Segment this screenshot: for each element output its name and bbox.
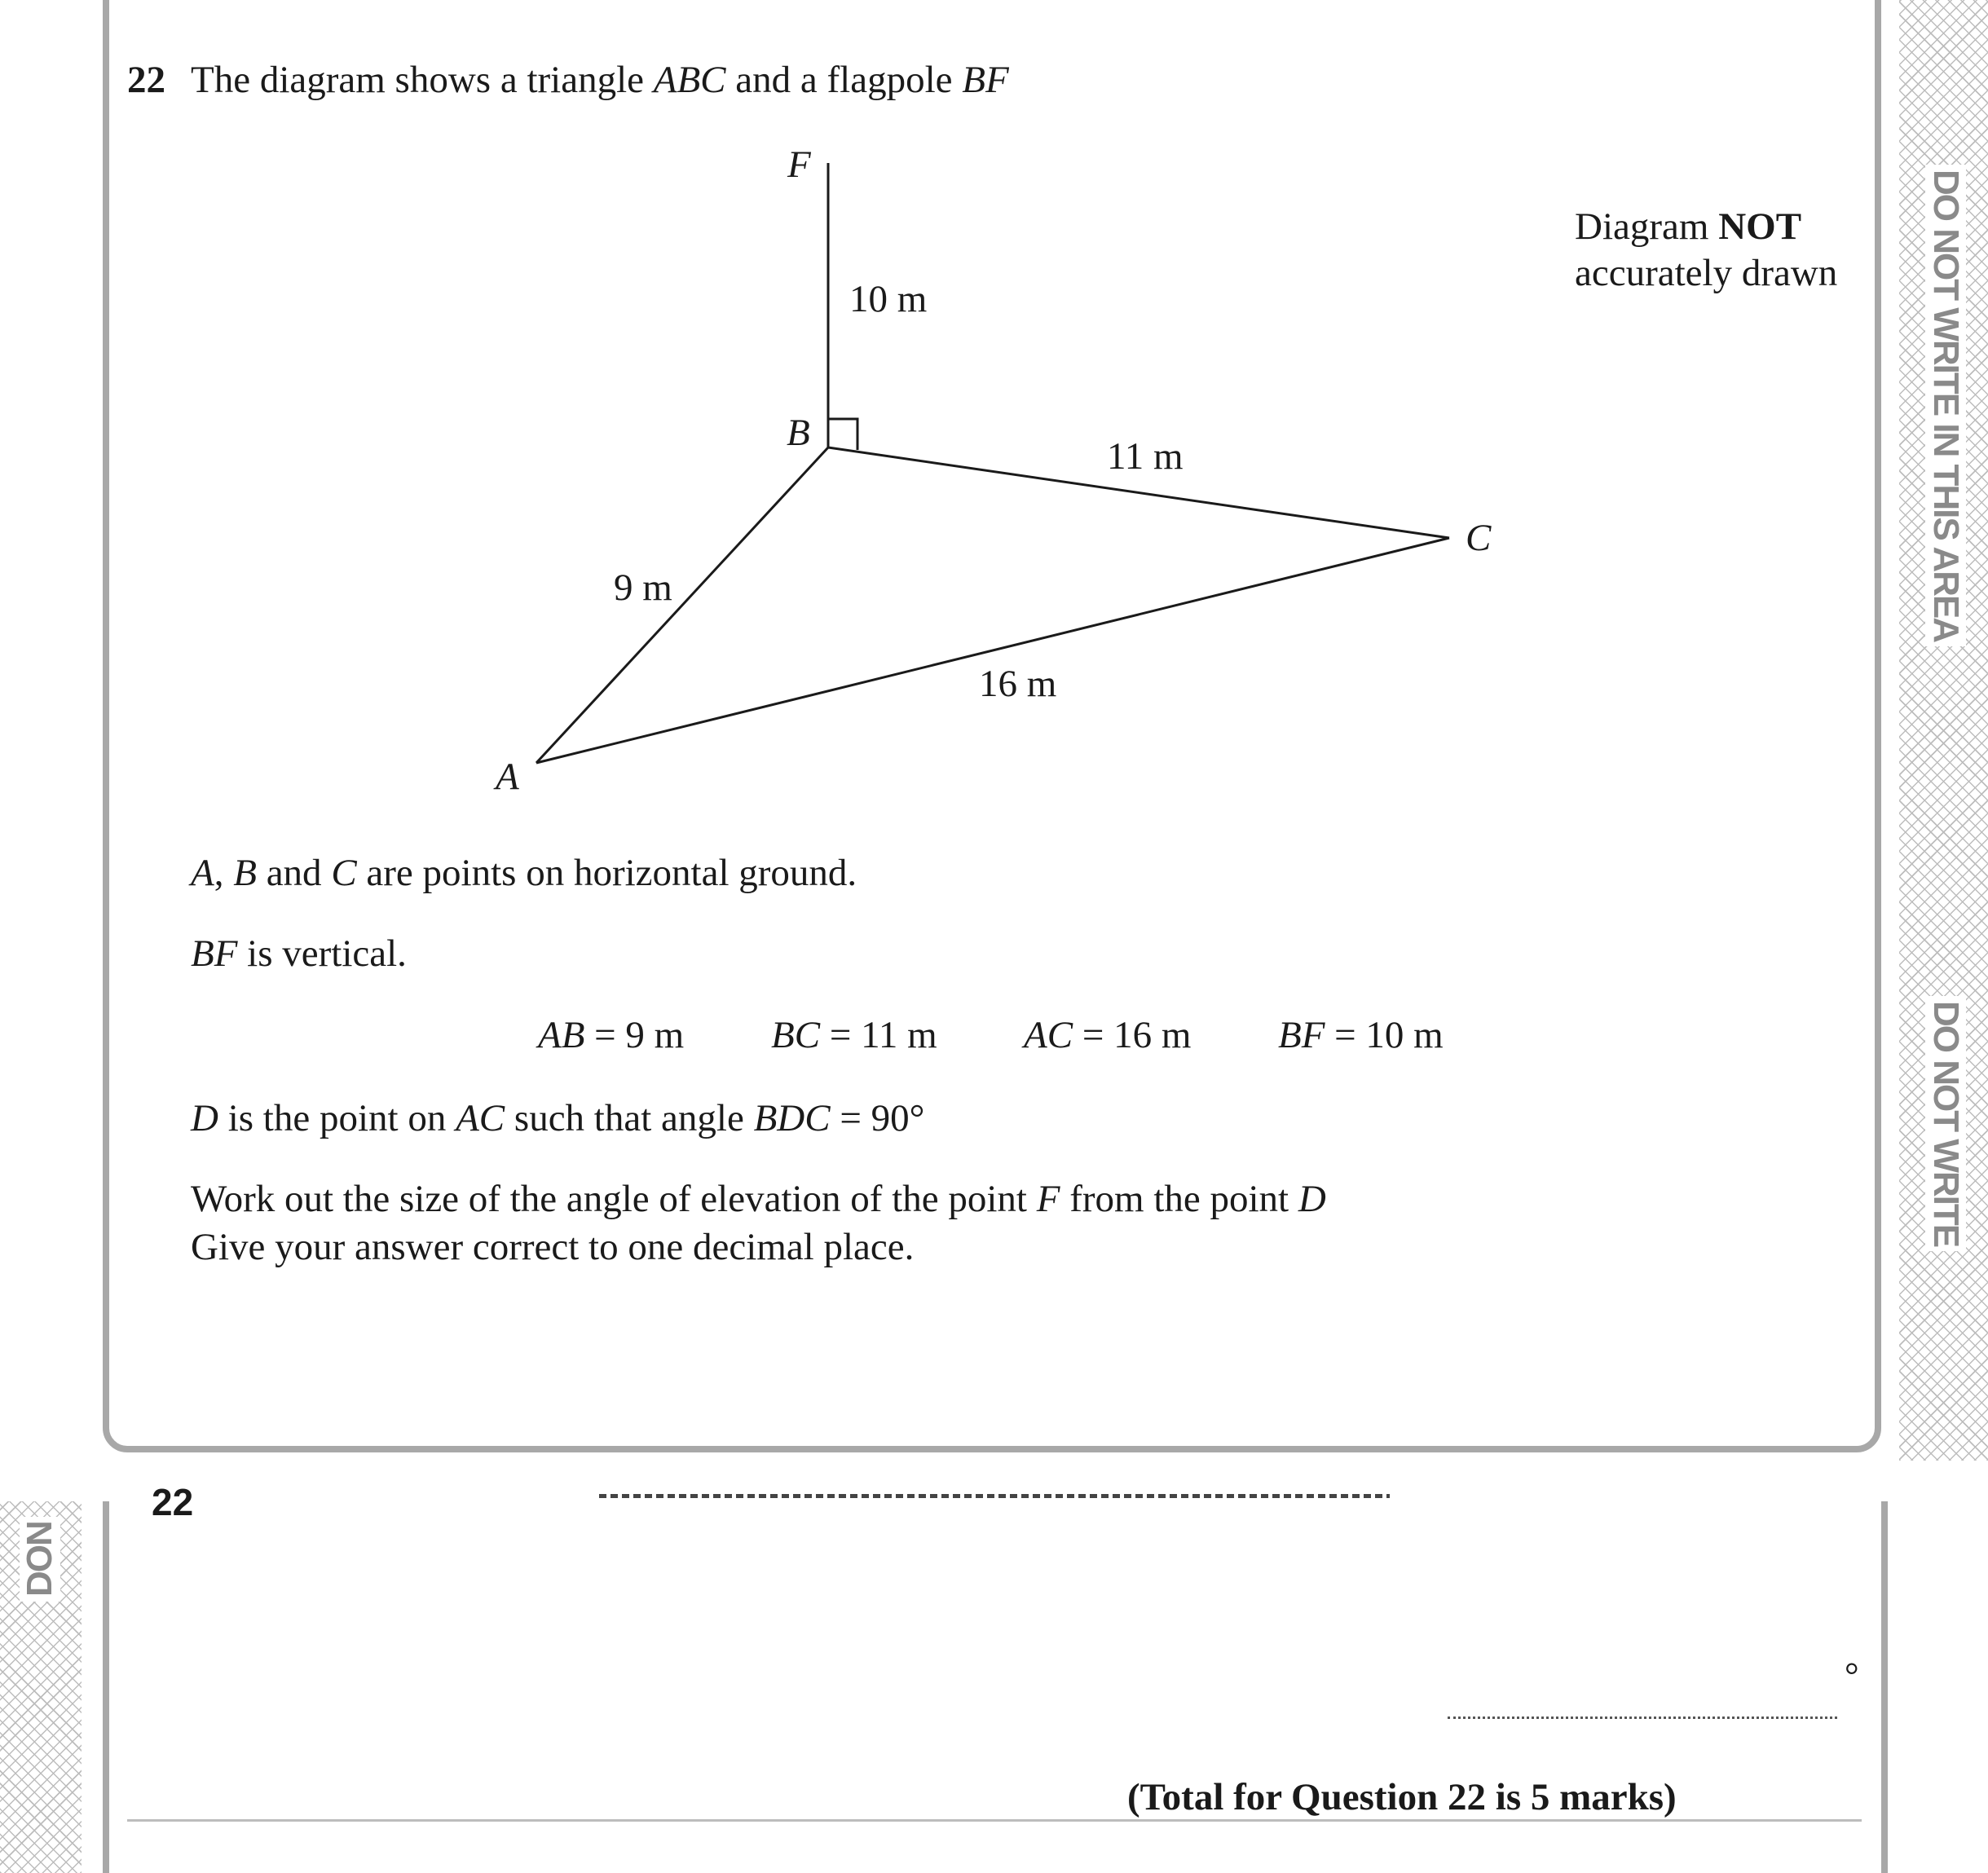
edge-ac xyxy=(536,538,1449,763)
total-marks: (Total for Question 22 is 5 marks) xyxy=(1127,1776,1677,1818)
do-not-write-warning: DON xyxy=(20,1517,60,1602)
do-not-write-warning: DO NOT WRITE xyxy=(1925,996,1966,1251)
point-label-f: F xyxy=(787,143,811,186)
statement-horizontal-ground: A, B and C are points on horizontal ground. xyxy=(191,852,857,894)
edge-label-bf: 10 m xyxy=(849,278,928,320)
measurement-ac: AC = 16 m xyxy=(1024,1014,1192,1056)
diagram-not-accurate-note: Diagram NOT accurately drawn xyxy=(1575,205,1838,295)
point-label-c: C xyxy=(1466,517,1492,559)
edge-label-ab: 9 m xyxy=(614,566,672,609)
do-not-write-warning: DO NOT WRITE IN THIS AREA xyxy=(1925,165,1966,646)
task-instruction: Work out the size of the angle of elevation of the point F from the point D xyxy=(191,1178,1326,1220)
statement-point-d: D is the point on AC such that angle BDC = 90° xyxy=(191,1097,925,1139)
point-label-a: A xyxy=(496,756,519,798)
edge-label-bc: 11 m xyxy=(1107,435,1184,478)
statement-vertical: BF is vertical. xyxy=(191,932,407,975)
answer-line[interactable] xyxy=(1448,1717,1837,1719)
page-cut-dashes xyxy=(599,1494,1390,1498)
edge-label-ac: 16 m xyxy=(979,663,1057,705)
measurement-bf: BF = 10 m xyxy=(1278,1014,1444,1056)
measurement-ab: AB = 9 m xyxy=(538,1014,685,1056)
answer-frame-edge xyxy=(103,1501,109,1873)
answer-frame-edge xyxy=(1881,1501,1888,1873)
point-label-b: B xyxy=(787,412,810,454)
bottom-rule xyxy=(127,1819,1862,1822)
question-intro: The diagram shows a triangle ABC and a flagpole BF xyxy=(191,59,1009,101)
edge-ab xyxy=(536,447,828,763)
answer-unit: ° xyxy=(1845,1655,1859,1695)
task-precision: Give your answer correct to one decimal place. xyxy=(191,1226,915,1268)
measurement-bc: BC = 11 m xyxy=(771,1014,937,1056)
question-number: 22 xyxy=(127,59,165,101)
next-page-question-number: 22 xyxy=(152,1481,194,1523)
right-angle-marker xyxy=(828,419,857,450)
